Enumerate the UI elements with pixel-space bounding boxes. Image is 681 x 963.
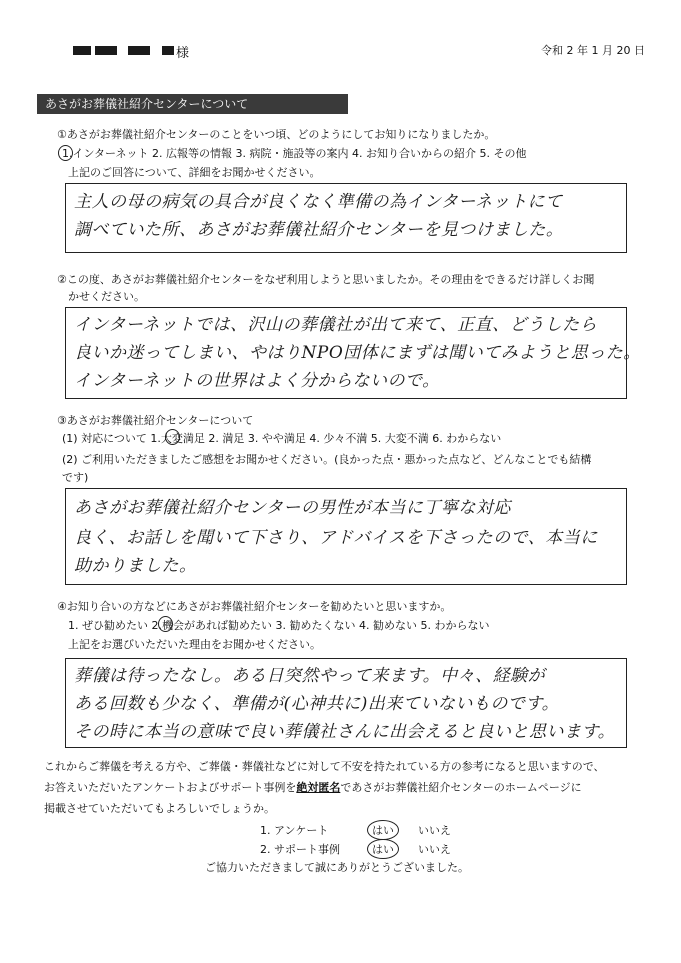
redacted-name-block-1 <box>73 46 91 55</box>
q3-answer-line: 助かりました。 <box>74 556 197 576</box>
closing-line2-emphasis: 絶対匿名 <box>296 781 341 794</box>
consent-row-label: 1. アンケート <box>260 824 329 837</box>
q4-question: ④お知り合いの方などにあさがお葬儀社紹介センターを勧めたいと思いますか。 <box>57 600 452 613</box>
recipient-suffix: 様 <box>176 46 190 61</box>
closing-line2-pre: お答えいただいたアンケートおよびサポート事例を <box>44 781 297 794</box>
q4-options: 1. ぜひ勧めたい 2.機会があれば勧めたい 3. 勧めたくない 4. 勧めない 5. わからない <box>68 619 490 632</box>
q1-question: ①あさがお葬儀社紹介センターのことをいつ頃、どのようにしてお知りになりましたか。 <box>57 128 496 141</box>
q1-answer-box <box>65 183 627 253</box>
redacted-name-block-2 <box>95 46 117 55</box>
consent-yes-circle <box>367 839 399 859</box>
consent-row-yes: はい <box>372 824 394 837</box>
redacted-name-block-3 <box>128 46 150 55</box>
q1-answer-line: 調べていた所、あさがお葬儀社紹介センターを見つけました。 <box>74 220 564 240</box>
q1-options: 1.インターネット 2. 広報等の情報 3. 病院・施設等の案内 4. お知り合いからの紹介 5. その他 <box>62 147 527 160</box>
closing-line2-post: であさがお葬儀社紹介センターのホームページに <box>340 781 582 794</box>
q3-question: ③あさがお葬儀社紹介センターについて <box>57 414 254 427</box>
closing-line3: 掲載させていただいてもよろしいでしょうか。 <box>44 802 275 815</box>
q3-sub2-line1: (2) ご利用いただきましたご感想をお聞かせください。(良かった点・悪かった点など、どんなことでも結構 <box>62 453 592 466</box>
q4-answer-line: 葬儀は待ったなし。ある日突然やって来ます。中々、経験が <box>74 666 546 686</box>
closing-line1: これからご葬儀を考える方や、ご葬儀・葬儀社などに対して不安を持たれている方の参考になると思いますので、 <box>44 760 605 773</box>
consent-row-yes: はい <box>372 843 394 856</box>
q3-answer-line: 良く、お話しを聞いて下さり、アドバイスを下さったので、本当に <box>74 528 598 548</box>
consent-row-label: 2. サポート事例 <box>260 843 340 856</box>
q4-answer-line: その時に本当の意味で良い葬儀社さんに出会えると良いと思います。 <box>74 722 616 742</box>
consent-yes-circle <box>367 820 399 840</box>
redacted-name-block-4 <box>162 46 174 55</box>
section-title: あさがお葬儀社紹介センターについて <box>37 94 348 114</box>
q2-question-line2: かせください。 <box>68 290 145 303</box>
document-date: 令和 2 年 1 月 20 日 <box>541 44 645 57</box>
q3-sub2-line2: です) <box>62 471 89 484</box>
q4-followup: 上記をお選びいただいた理由をお聞かせください。 <box>68 638 321 651</box>
closing-line2 <box>44 781 582 795</box>
q4-answer-box <box>65 658 627 748</box>
q2-answer-line: インターネットでは、沢山の葬儀社が出て来て、正直、どうしたら <box>74 315 598 335</box>
consent-row-no: いいえ <box>418 824 451 837</box>
q3-answer-box <box>65 488 627 585</box>
q1-followup: 上記のご回答について、詳細をお聞かせください。 <box>68 166 321 179</box>
q2-answer-line: インターネットの世界はよく分からないので。 <box>74 371 440 391</box>
q3-sub1: (1) 対応について 1.大変満足 2. 満足 3. やや満足 4. 少々不満 5. 大変不満 6. わからない <box>62 432 502 445</box>
consent-row-no: いいえ <box>418 843 451 856</box>
thanks-message: ご協力いただきまして誠にありがとうございました。 <box>205 861 469 874</box>
q1-answer-line: 主人の母の病気の具合が良くなく準備の為インターネットにて <box>74 192 563 212</box>
q4-answer-line: ある回数も少なく、準備が(心神共に)出来ていないものです。 <box>74 694 560 714</box>
q2-question-line1: ②この度、あさがお葬儀社紹介センターをなぜ利用しようと思いましたか。その理由をできるだけ詳しくお聞 <box>57 273 595 286</box>
q2-answer-line: 良いか迷ってしまい、やはりNPO団体にまずは聞いてみようと思った。 <box>74 343 641 363</box>
q3-answer-line: あさがお葬儀社紹介センターの男性が本当に丁寧な対応 <box>74 498 511 518</box>
q2-answer-box <box>65 307 641 399</box>
